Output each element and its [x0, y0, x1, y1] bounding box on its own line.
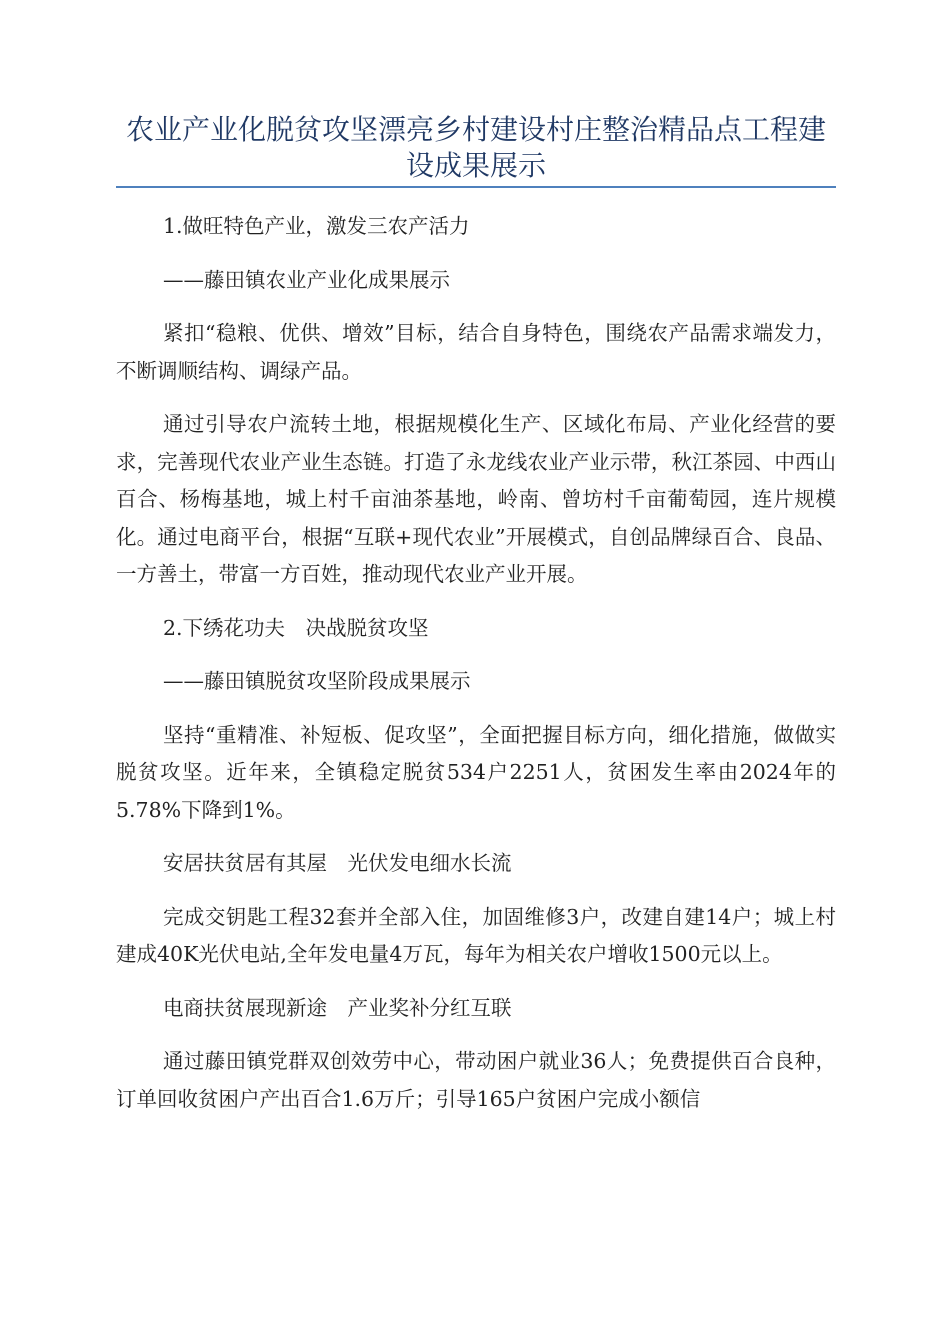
- section-heading: 1.做旺特色产业，激发三农产活力: [163, 214, 470, 238]
- section-subtitle: ——藤田镇农业产业化成果展示: [163, 267, 450, 292]
- title-underline: [116, 186, 836, 188]
- body-paragraph: 完成交钥匙工程32套并全部入住，加固维修3户，改建自建14户；城上村建成40K光伏电站,全年发电量4万瓦，每年为相关农户增收1500元以上。: [116, 904, 836, 966]
- body-paragraph: 通过藤田镇党群双创效劳中心，带动困户就业36人；免费提供百合良种，订单回收贫困户产出百合1.6万斤；引导165户贫困户完成小额信: [116, 1049, 836, 1111]
- document-body: [116, 208, 836, 1134]
- section-heading: 2.下绣花功夫 决战脱贫攻坚: [163, 615, 429, 640]
- section-subtitle: ——藤田镇脱贫攻坚阶段成果展示: [163, 669, 471, 693]
- body-paragraph: 紧扣“稳粮、优供、增效”目标，结合自身特色，围绕农产品需求端发力，不断调顺结构、调绿产品。: [116, 321, 836, 383]
- sub-heading: 电商扶贫展现新途 产业奖补分红互联: [163, 995, 512, 1020]
- body-paragraph: 坚持“重精准、补短板、促攻坚”，全面把握目标方向，细化措施，做做实脱贫攻坚。近年来，全镇稳定脱贫534户2251人，贫困发生率由2024年的5.78%下降到1%。: [116, 722, 836, 822]
- document-title: 农业产业化脱贫攻坚漂亮乡村建设村庄整治精品点工程建设成果展示: [125, 113, 826, 182]
- sub-heading: 安居扶贫居有其屋 光伏发电细水长流: [163, 851, 512, 875]
- body-paragraph: 通过引导农户流转土地，根据规模化生产、区域化布局、产业化经营的要求，完善现代农业产业生态链。打造了永龙线农业产业示带，秋江茶园、中西山百合、杨梅基地，城上村千亩油茶基地，岭南、曾坊村千亩葡萄园，连片规模化。通过电商平台，根据“互联+现代农业”开展模式，自创品牌绿百合、良品、一方善土，带富一方百姓，推动现代农业产业开展。: [116, 412, 836, 586]
